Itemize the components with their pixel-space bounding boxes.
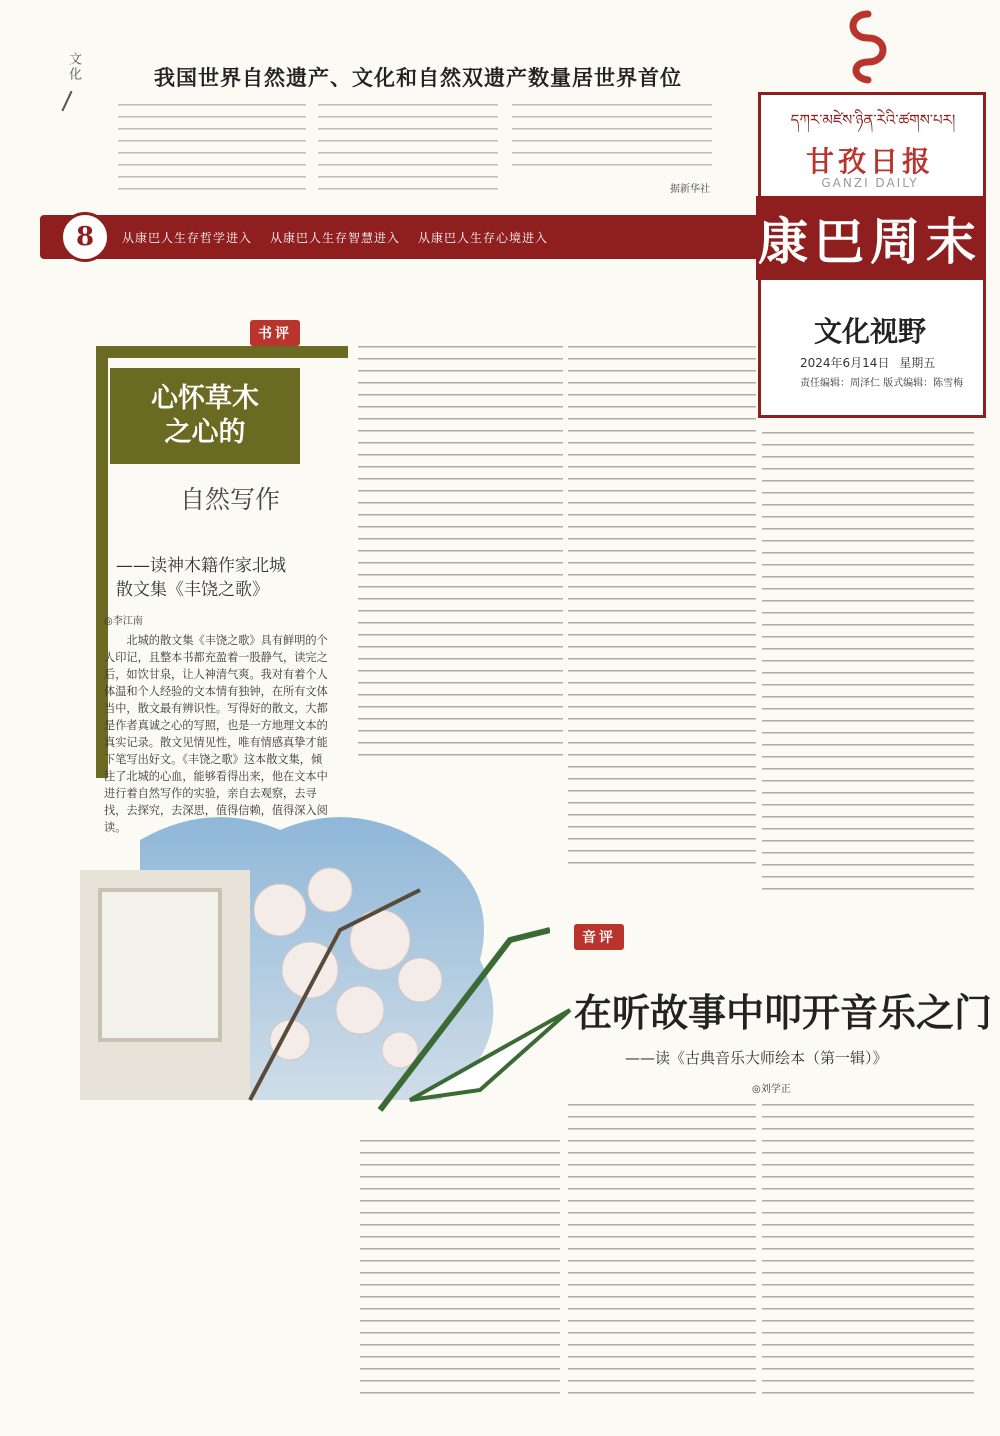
- music-review-column-3: [762, 1104, 974, 1400]
- book-review-column-3: [762, 432, 974, 894]
- book-review-byline: ◎李江南: [104, 616, 143, 627]
- book-review-column-2: [568, 346, 756, 866]
- book-review-headline-line-1: 心怀草木: [151, 383, 259, 414]
- book-review-column-1: [358, 346, 563, 766]
- music-review-subtitle: ——读《古典音乐大师绘本（第一辑）》: [625, 1049, 888, 1067]
- editors-line: 责任编辑：周泽仁 版式编辑：陈雪梅: [800, 378, 964, 389]
- masthead-chinese-name: 甘孜日报: [805, 145, 934, 178]
- book-review-headline-line-2: 之心的: [164, 417, 246, 448]
- top-article-column-2: [318, 104, 498, 192]
- section-vertical-label: 文化: [66, 52, 81, 82]
- top-headline: 我国世界自然遗产、文化和自然双遗产数量居世界首位: [154, 66, 682, 90]
- paper-plane-decoration: [400, 1000, 580, 1114]
- music-review-tag: 音评: [574, 924, 624, 950]
- issue-date: [800, 354, 935, 371]
- page-name: 文化视野: [813, 315, 926, 348]
- music-review-column-2: [568, 1104, 756, 1400]
- band-slogans: [122, 229, 548, 246]
- knot-ornament-icon: [838, 8, 898, 86]
- issue-weekday: 星期五: [899, 356, 936, 370]
- top-article-credit: 据新华社: [670, 184, 710, 195]
- masthead-tibetan-name: དཀར་མཛེས་ཉིན་རེའི་ཚགས་པར།: [790, 111, 956, 129]
- book-review-intro: 北城的散文集《丰饶之歌》具有鲜明的个人印记，且整本书都充盈着一股静气，读完之后，如饮甘泉，让人神清气爽。我对有着个人体温和个人经验的文本情有独钟，在所有文体当中，散文最有辨识性。写得好的散文，大都是作者真诚之心的写照，也是一方地理文本的真实记录。散文见情见性，唯有情感真挚才能下笔写出好文。《丰饶之歌》这本散文集，倾注了北城的心血，能够看得出来，他在文本中进行着自然写作的实验，亲自去观察，去寻找，去探究，去深思，值得信赖，值得深入阅读。: [104, 634, 328, 834]
- top-article-column-3: [512, 104, 712, 176]
- music-review-byline: ◎刘学正: [752, 1084, 791, 1095]
- music-review-column-1: [360, 1140, 560, 1400]
- masthead-english-name: GANZI DAILY: [821, 176, 919, 190]
- band-slogan-1: 从康巴人生存哲学进入: [122, 231, 253, 245]
- top-article-column-1: [118, 104, 306, 192]
- page-number: 8: [75, 222, 95, 252]
- section-title-block: [756, 196, 984, 280]
- issue-date-text: 2024年6月14日: [800, 356, 890, 370]
- book-review-tag: 书评: [250, 320, 300, 346]
- band-slogan-3: 从康巴人生存心境进入: [418, 231, 549, 245]
- section-title: 康巴周末: [758, 213, 982, 271]
- paper-plane-icon: [400, 1000, 580, 1110]
- masthead-seal-ornament: [838, 8, 898, 86]
- book-review-headline-box: [110, 368, 300, 464]
- section-slash-divider: [61, 91, 72, 112]
- music-review-headline: 在听故事中叩开音乐之门: [574, 991, 993, 1035]
- page-number-badge: [60, 212, 110, 262]
- book-review-subtitle-2: 散文集《丰饶之歌》: [116, 580, 269, 600]
- book-review-headline-line-3: 自然写作: [180, 485, 281, 514]
- book-review-subtitle-1: ——读神木籍作家北城: [116, 556, 286, 576]
- band-slogan-2: 从康巴人生存智慧进入: [270, 231, 401, 245]
